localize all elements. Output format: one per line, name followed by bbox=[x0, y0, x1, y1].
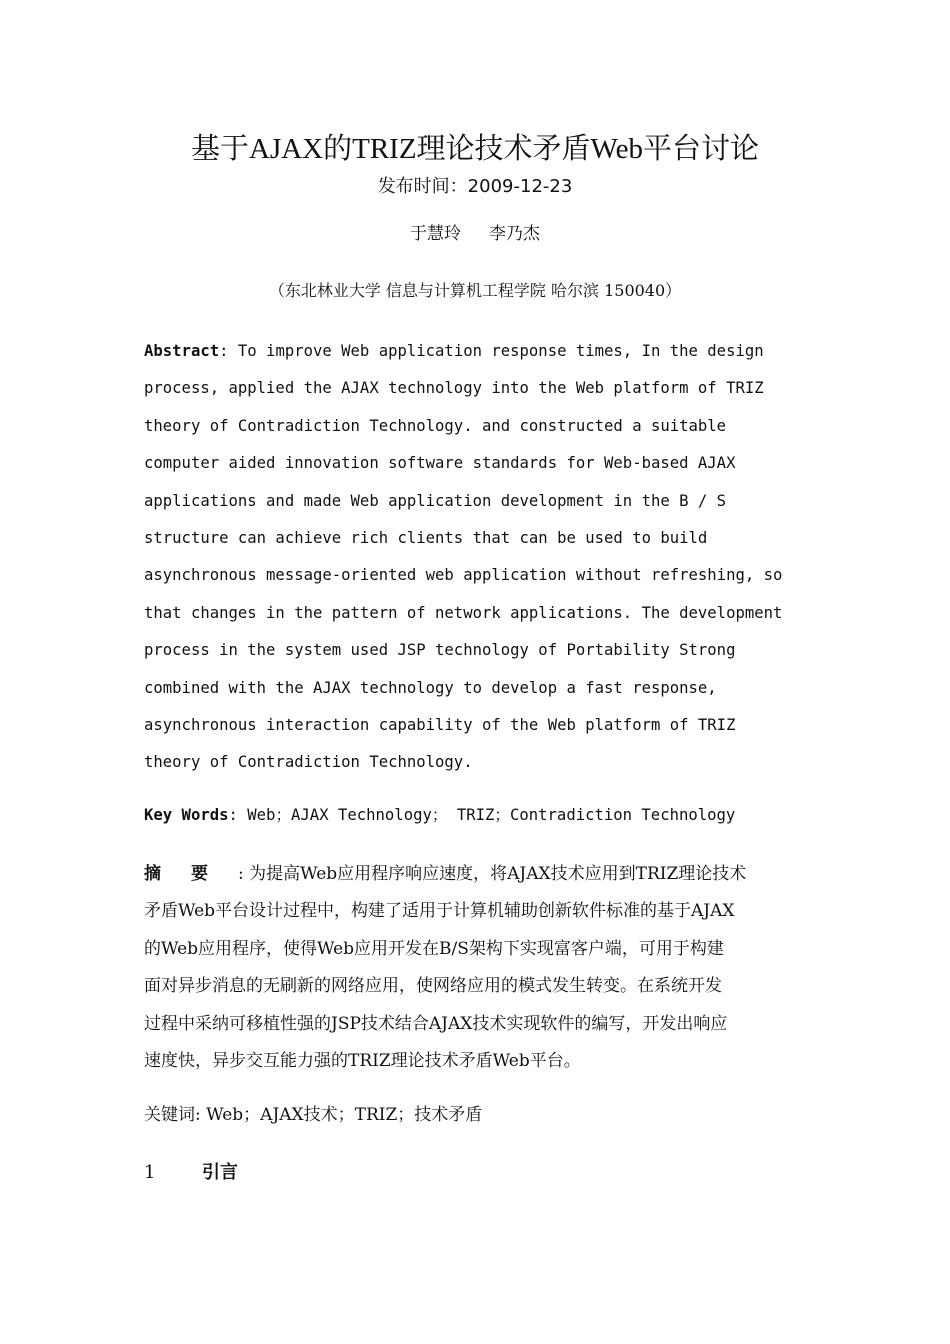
keywords-chinese: 关键词: Web；AJAX技术；TRIZ；技术矛盾 bbox=[144, 1105, 483, 1125]
abstract-english bbox=[144, 333, 814, 782]
keywords-label: Key Words bbox=[144, 806, 229, 824]
abstract-chinese bbox=[144, 856, 808, 1080]
abstract-zh-label: 摘要 bbox=[144, 864, 238, 884]
author-name: 于慧玲 bbox=[410, 224, 461, 244]
keywords-text: : Web；AJAX Technology； TRIZ；Contradiction Technology bbox=[228, 806, 736, 824]
section-number: 1 bbox=[144, 1162, 156, 1183]
section-heading bbox=[144, 1158, 238, 1188]
affiliation: （东北林业大学 信息与计算机工程学院 哈尔滨 150040） bbox=[268, 281, 682, 300]
author-list bbox=[0, 222, 950, 246]
author-name: 李乃杰 bbox=[489, 224, 540, 244]
abstract-text: : To improve Web application response times, In the design process, applied the AJAX technology into the Web platform of TRIZ theory of Contradiction Technology. and constructed a suitable computer aided innovation software standards for Web-based AJAX applications and made Web application development in the B / S structure can achieve rich clients that can be used to build asynchronous message-oriented web application without refreshing, so that changes in the pattern of network applications. The development process in the system used JSP technology of Portability Strong combined with the AJAX technology to develop a fast response, asynchronous interaction capability of the Web platform of TRIZ theory of Contradiction Technology. bbox=[144, 342, 783, 772]
abstract-label: Abstract bbox=[144, 342, 220, 360]
section-title: 引言 bbox=[202, 1162, 238, 1183]
publish-date: 发布时间：2009-12-23 bbox=[377, 176, 573, 197]
keywords-english bbox=[144, 800, 844, 830]
paper-title: 基于AJAX的TRIZ理论技术矛盾Web平台讨论 bbox=[191, 133, 759, 165]
abstract-zh-text: : 为提高Web应用程序响应速度，将AJAX技术应用到TRIZ理论技术 矛盾Web平台设计过程中，构建了适用于计算机辅助创新软件标准的基于AJAX 的Web应用程序，使得Web应用开发在B/S架构下实现富客户端，可用于构建 面对异步消息的无刷新的网络应用，使网络应用的模式发生转变。在系统开发 过程中采纳可移植性强的JSP技术结合AJAX技术实现软件的编写，开发出响应 速度快，异步交互能力强的TRIZ理论技术矛盾Web平台。 bbox=[144, 864, 747, 1072]
